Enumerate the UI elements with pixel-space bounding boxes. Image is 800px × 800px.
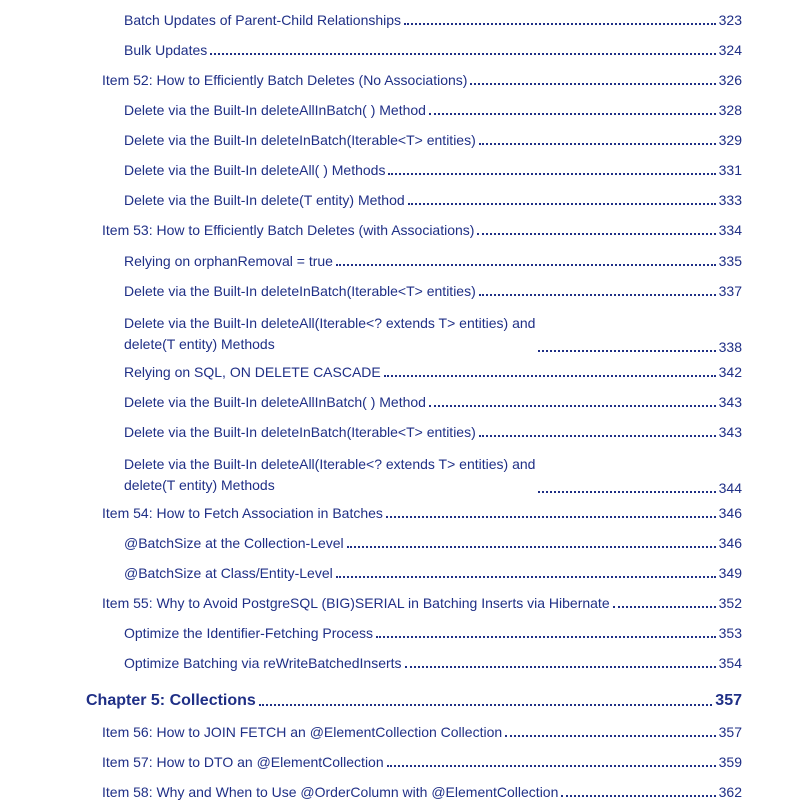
toc-entry[interactable] xyxy=(102,724,742,740)
toc-entry-page: 328 xyxy=(718,102,742,118)
toc-entry-page: 359 xyxy=(718,754,742,770)
leader-dots xyxy=(538,491,715,493)
leader-dots xyxy=(336,264,716,266)
toc-entry-title: Delete via the Built-In delete(T entity) Method xyxy=(124,192,405,208)
leader-dots xyxy=(404,23,716,25)
toc-entry-page: 353 xyxy=(718,625,742,641)
toc-entry-title: Item 55: Why to Avoid PostgreSQL (BIG)SERIAL in Batching Inserts via Hibernate xyxy=(102,595,610,611)
toc-entry-page: 333 xyxy=(718,192,742,208)
toc-entry[interactable] xyxy=(124,102,742,118)
toc-entry-page: 323 xyxy=(718,12,742,28)
leader-dots xyxy=(429,113,716,115)
toc-entry-title: Item 53: How to Efficiently Batch Deletes (with Associations) xyxy=(102,222,475,238)
toc-entry[interactable] xyxy=(124,364,742,380)
toc-entry-title: Optimize the Identifier-Fetching Process xyxy=(124,625,373,641)
toc-entry[interactable] xyxy=(102,754,742,770)
toc-entry-page: 329 xyxy=(718,132,742,148)
toc-entry-page: 331 xyxy=(718,162,742,178)
toc-entry[interactable] xyxy=(124,655,742,671)
toc-entry[interactable] xyxy=(124,394,742,410)
toc-entry-title: Optimize Batching via reWriteBatchedInserts xyxy=(124,655,402,671)
leader-dots xyxy=(561,795,715,797)
leader-dots xyxy=(477,233,715,235)
toc-chapter-title: Chapter 5: Collections xyxy=(86,693,256,709)
toc-entry[interactable] xyxy=(124,192,742,208)
toc-entry[interactable] xyxy=(124,535,742,551)
leader-dots xyxy=(479,435,716,437)
toc-entry[interactable] xyxy=(124,253,742,269)
toc-entry[interactable] xyxy=(102,784,742,800)
toc-entry-title: Delete via the Built-In deleteAllInBatch( ) Method xyxy=(124,394,426,410)
toc-entry[interactable] xyxy=(124,162,742,178)
toc-entry-title: Bulk Updates xyxy=(124,42,208,58)
toc-entry[interactable] xyxy=(124,625,742,641)
toc-entry-page: 362 xyxy=(718,784,742,800)
toc-entry[interactable] xyxy=(124,132,742,148)
toc-entry-title: Item 57: How to DTO an @ElementCollection xyxy=(102,754,384,770)
toc-entry-page: 354 xyxy=(718,655,742,671)
leader-dots xyxy=(479,143,716,145)
toc-entry[interactable] xyxy=(124,454,742,496)
toc-entry-title: Delete via the Built-In deleteAll(Iterable<? extends T> entities) and delete(T entity) Methods xyxy=(124,456,536,493)
leader-dots xyxy=(613,606,716,608)
toc-entry-page: 344 xyxy=(718,480,742,496)
toc-entry-title: Item 56: How to JOIN FETCH an @ElementCollection Collection xyxy=(102,724,503,740)
toc-entry-page: 357 xyxy=(718,724,742,740)
leader-dots xyxy=(538,350,715,352)
leader-dots xyxy=(336,576,716,578)
toc-entry-title: @BatchSize at Class/Entity-Level xyxy=(124,565,333,581)
leader-dots xyxy=(376,636,716,638)
toc-entry-page: 346 xyxy=(718,505,742,521)
toc-entry-title: Delete via the Built-In deleteInBatch(Iterable<T> entities) xyxy=(124,132,476,148)
toc-entry-page: 324 xyxy=(718,42,742,58)
leader-dots xyxy=(384,375,716,377)
leader-dots xyxy=(479,294,716,296)
leader-dots xyxy=(387,765,716,767)
toc-entry-title: Delete via the Built-In deleteAll(Iterable<? extends T> entities) and delete(T entity) Methods xyxy=(124,315,536,352)
toc-entry[interactable] xyxy=(124,42,742,58)
toc-entry-title: Relying on SQL, ON DELETE CASCADE xyxy=(124,364,381,380)
toc-entry[interactable] xyxy=(124,424,742,440)
leader-dots xyxy=(408,203,716,205)
toc-entry-page: 346 xyxy=(718,535,742,551)
toc-entry-title: Delete via the Built-In deleteInBatch(Iterable<T> entities) xyxy=(124,424,476,440)
toc-entry-title: @BatchSize at the Collection-Level xyxy=(124,535,344,551)
toc-entry-page: 342 xyxy=(718,364,742,380)
toc-chapter-entry[interactable] xyxy=(86,693,742,709)
leader-dots xyxy=(259,704,712,706)
toc-entry[interactable] xyxy=(124,313,742,355)
toc-entry[interactable] xyxy=(102,72,742,88)
toc-entry[interactable] xyxy=(102,222,742,238)
leader-dots xyxy=(388,173,715,175)
toc-entry-page: 335 xyxy=(718,253,742,269)
toc-entry-page: 343 xyxy=(718,394,742,410)
toc-entry[interactable] xyxy=(124,565,742,581)
toc-entry-title: Delete via the Built-In deleteAllInBatch( ) Method xyxy=(124,102,426,118)
toc-entry-page: 334 xyxy=(718,222,742,238)
leader-dots xyxy=(429,405,716,407)
toc-entry[interactable] xyxy=(102,505,742,521)
leader-dots xyxy=(210,53,715,55)
toc-entry[interactable] xyxy=(102,595,742,611)
leader-dots xyxy=(470,83,715,85)
toc-entry-title: Delete via the Built-In deleteInBatch(Iterable<T> entities) xyxy=(124,283,476,299)
toc-entry[interactable] xyxy=(124,283,742,299)
toc-entry[interactable] xyxy=(124,12,742,28)
toc-entry-page: 343 xyxy=(718,424,742,440)
toc-entry-title: Item 58: Why and When to Use @OrderColumn with @ElementCollection xyxy=(102,784,559,800)
toc-entry-page: 357 xyxy=(715,692,742,709)
leader-dots xyxy=(505,735,716,737)
toc-entry-title: Batch Updates of Parent-Child Relationships xyxy=(124,12,402,28)
leader-dots xyxy=(386,516,716,518)
toc-entry-page: 349 xyxy=(718,565,742,581)
toc-entry-title: Item 54: How to Fetch Association in Batches xyxy=(102,505,383,521)
leader-dots xyxy=(405,666,716,668)
toc-entry-title: Item 52: How to Efficiently Batch Deletes (No Associations) xyxy=(102,72,468,88)
toc-entry-title: Relying on orphanRemoval = true xyxy=(124,253,333,269)
leader-dots xyxy=(347,546,716,548)
toc-entry-page: 338 xyxy=(718,339,742,355)
toc-entry-title: Delete via the Built-In deleteAll( ) Methods xyxy=(124,162,386,178)
toc-entry-page: 337 xyxy=(718,283,742,299)
toc-entry-page: 326 xyxy=(718,72,742,88)
toc-entry-page: 352 xyxy=(718,595,742,611)
